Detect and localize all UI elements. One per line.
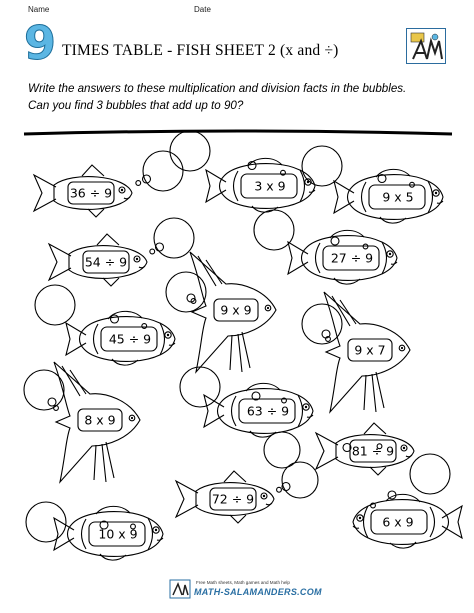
answer-bubble[interactable] — [302, 304, 342, 344]
fish-9 — [24, 362, 140, 482]
fish-3 — [302, 146, 443, 223]
math-fact: 63 ÷ 9 — [246, 403, 290, 419]
math-fact: 45 ÷ 9 — [108, 331, 152, 347]
answer-bubble[interactable] — [180, 367, 220, 407]
answer-bubble[interactable] — [154, 218, 194, 258]
date-label: Date — [194, 5, 211, 14]
footer-brand: MATH-SALAMANDERS.COM — [194, 587, 322, 597]
fish-2 — [170, 131, 315, 212]
small-bubble — [277, 487, 282, 492]
fish-1 — [34, 151, 183, 217]
fish-10 — [180, 367, 313, 437]
small-bubble — [111, 315, 119, 323]
math-fact: 36 ÷ 9 — [69, 185, 113, 201]
math-fact: 54 ÷ 9 — [84, 254, 128, 270]
water-line — [24, 131, 452, 134]
salamander-icon — [168, 577, 192, 601]
times-table-number: 9 — [24, 16, 57, 70]
fish-4 — [49, 218, 194, 286]
answer-bubble[interactable] — [170, 131, 210, 171]
small-bubble — [136, 181, 141, 186]
instruction-line-2: Can you find 3 bubbles that add up to 90? — [28, 99, 244, 112]
answer-bubble[interactable] — [24, 370, 64, 410]
math-fact: 72 ÷ 9 — [211, 491, 255, 507]
answer-bubble[interactable] — [302, 146, 342, 186]
small-bubble — [48, 398, 56, 406]
name-label: Name — [28, 5, 50, 14]
math-fact: 6 x 9 — [382, 514, 414, 530]
fish-13 — [26, 502, 163, 560]
small-bubble — [150, 249, 155, 254]
answer-bubble[interactable] — [143, 151, 183, 191]
answer-bubble[interactable] — [282, 462, 318, 498]
fish-5 — [254, 210, 397, 284]
math-fact: 81 ÷ 9 — [351, 443, 395, 459]
small-bubble — [142, 324, 147, 329]
answer-bubble[interactable] — [166, 272, 206, 312]
answer-bubble[interactable] — [410, 454, 450, 494]
footer-tagline: Free Math sheets, Math games and Math help — [196, 580, 290, 585]
fish-7 — [35, 285, 175, 365]
fish-12 — [176, 462, 318, 523]
math-fact: 9 x 5 — [382, 189, 414, 205]
math-fact: 9 x 9 — [220, 302, 252, 318]
footer-branding — [168, 577, 322, 603]
fish-6 — [166, 252, 276, 372]
fish-14 — [353, 454, 462, 548]
math-fact: 3 x 9 — [254, 178, 286, 194]
fish-8 — [302, 292, 410, 412]
answer-bubble[interactable] — [35, 285, 75, 325]
small-bubble — [331, 237, 339, 245]
math-fact: 9 x 7 — [354, 342, 386, 358]
math-fact: 27 ÷ 9 — [330, 250, 374, 266]
math-fact: 8 x 9 — [84, 412, 116, 428]
answer-bubble[interactable] — [254, 210, 294, 250]
instruction-line-1: Write the answers to these multiplication and division facts in the bubbles. — [28, 82, 407, 95]
page-title: TIMES TABLE - FISH SHEET 2 (x and ÷) — [62, 42, 339, 59]
math-fact: 10 x 9 — [98, 526, 138, 542]
